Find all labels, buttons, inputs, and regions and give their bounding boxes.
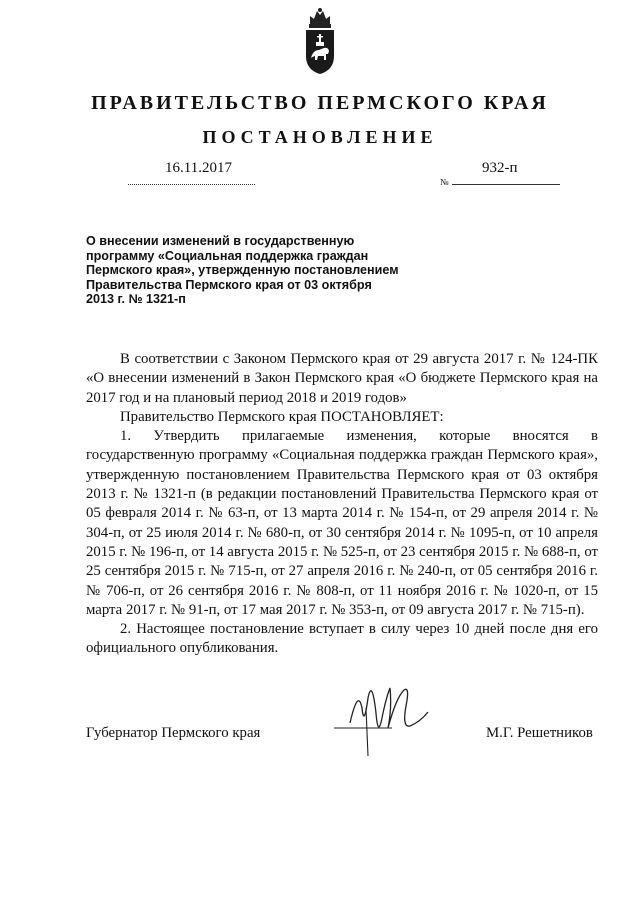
document-type-title: ПОСТАНОВЛЕНИЕ — [202, 127, 438, 147]
document-subject: О внесении изменений в государственную программу «Социальная поддержка граждан Пермского края», утвержденную постановлением Правительства Пермского края от 03 октября 2013 г. № 1321-п — [86, 234, 399, 307]
date-underline — [128, 184, 255, 185]
signatory-name: М.Г. Решетников — [486, 725, 593, 741]
perm-krai-coat-of-arms-icon — [304, 6, 336, 76]
number-sign: № — [440, 177, 449, 187]
paragraph-item-1: 1. Утвердить прилагаемые изменения, которые вносятся в государственную программу «Социальная поддержка граждан Пермского края», утвержденную постановлением Правительства Пермского края от 03 октября 2013 г. № 1321-п (в редакции постановлений Правительства Пермского края от 05 февраля 2014 г. № 63-п, от 13 марта 2014 г. № 154-п, от 29 апреля 2014 г. № 304-п, от 25 июля 2014 г. № 680-п, от 30 сентября 2014 г. № 1095-п, от 10 апреля 2015 г. № 196-п, от 14 августа 2015 г. № 525-п, от 23 сентября 2015 г. № 688-п, от 25 сентября 2015 г. № 715-п, от 27 апреля 2016 г. № 240-п, от 05 сентября 2016 г. № 706-п, от 26 сентября 2016 г. № 808-п, от 11 ноября 2016 г. № 1020-п, от 15 марта 2017 г. № 91-п, от 17 мая 2017 г. № 353-п, от 09 августа 2017 г. № 715-п). — [86, 428, 598, 618]
paragraph-resolves: Правительство Пермского края ПОСТАНОВЛЯЕТ: — [120, 408, 444, 425]
signatory-position: Губернатор Пермского края — [86, 725, 261, 741]
paragraph-legal-basis: В соответствии с Законом Пермского края от 29 августа 2017 г. № 124-ПК «О внесении изменений в Закон Пермского края «О бюджете Пермского края на 2017 год и на плановый период 2018 и 2019 годов» — [86, 351, 598, 406]
document-body — [86, 350, 598, 659]
document-date: 16.11.2017 — [165, 160, 232, 176]
handwritten-signature — [330, 668, 440, 768]
number-underline — [452, 184, 560, 185]
organization-title: ПРАВИТЕЛЬСТВО ПЕРМСКОГО КРАЯ — [91, 92, 549, 114]
paragraph-item-2: 2. Настоящее постановление вступает в силу через 10 дней после дня его официального опубликования. — [86, 621, 598, 657]
document-number: 932-п — [482, 160, 518, 176]
